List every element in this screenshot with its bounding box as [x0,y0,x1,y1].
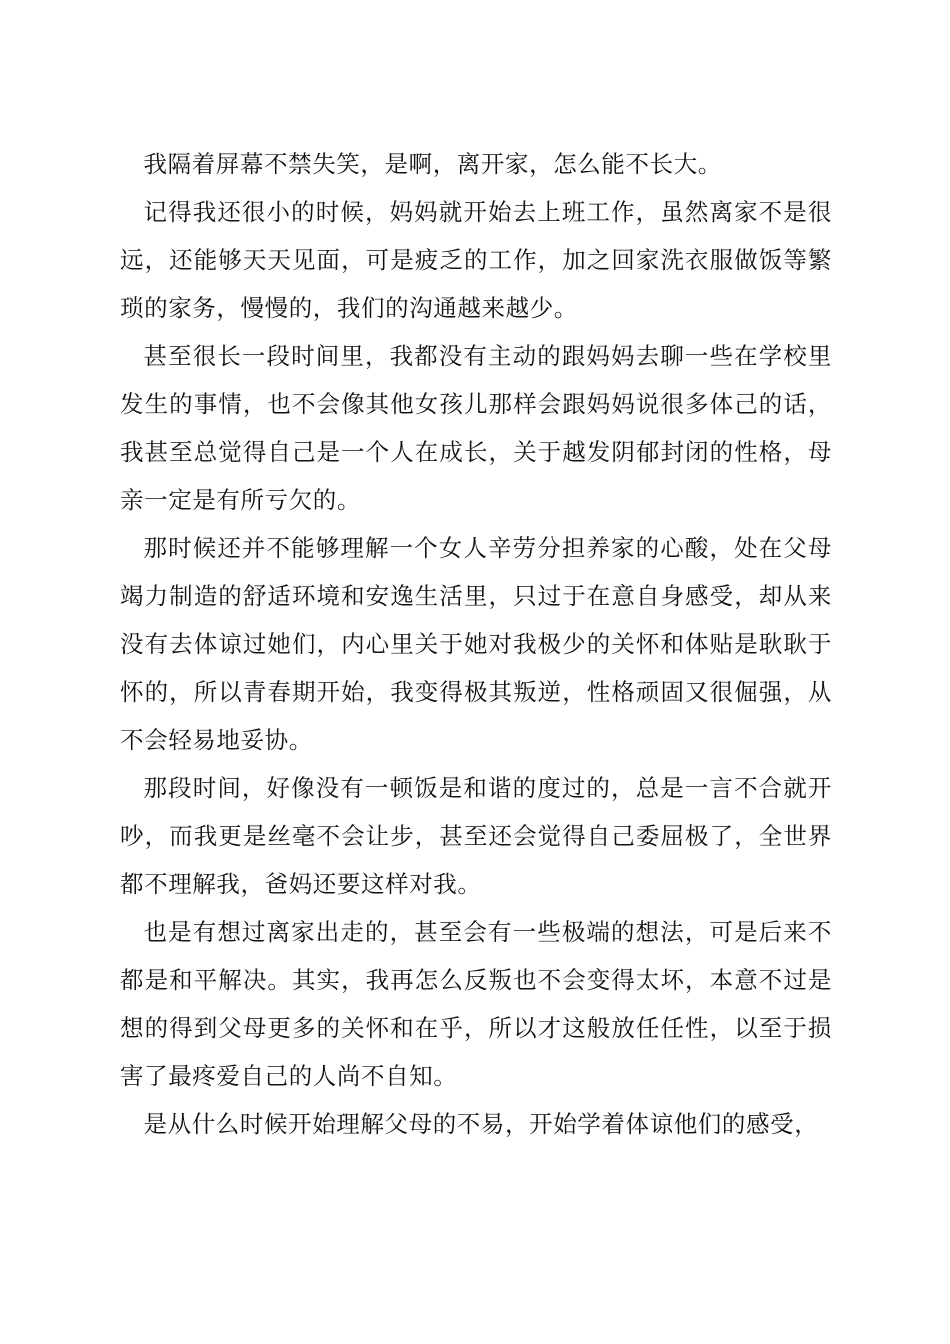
paragraph-1: 我隔着屏幕不禁失笑，是啊，离开家，怎么能不长大。 [143,150,722,178]
paragraph-7: 是从什么时候开始理解父母的不易，开始学着体谅他们的感受， [143,1110,819,1138]
paragraph-2: 记得我还很小的时候，妈妈就开始去上班工作，虽然离家不是很远，还能够天天见面，可是疲乏的工作，加之回家洗衣服做饭等繁琐的家务，慢慢的，我们的沟通越来越少。 [120,198,832,322]
paragraph-3: 甚至很长一段时间里，我都没有主动的跟妈妈去聊一些在学校里发生的事情，也不会像其他女孩儿那样会跟妈妈说很多体己的话，我甚至总觉得自己是一个人在成长，关于越发阴郁封闭的性格，母亲一定是有所亏欠的。 [120,342,832,514]
paragraph-5: 那段时间，好像没有一顿饭是和谐的度过的，总是一言不合就开吵，而我更是丝毫不会让步，甚至还会觉得自己委屈极了，全世界都不理解我，爸妈还要这样对我。 [120,774,832,898]
paragraph-6: 也是有想过离家出走的，甚至会有一些极端的想法，可是后来不都是和平解决。其实，我再怎么反叛也不会变得太坏，本意不过是想的得到父母更多的关怀和在乎，所以才这般放任任性，以至于损害了最疼爱自己的人尚不自知。 [120,918,832,1090]
document-body [120,140,832,1148]
paragraph-4: 那时候还并不能够理解一个女人辛劳分担养家的心酸，处在父母竭力制造的舒适环境和安逸生活里，只过于在意自身感受，却从来没有去体谅过她们，内心里关于她对我极少的关怀和体贴是耿耿于怀的，所以青春期开始，我变得极其叛逆，性格顽固又很倔强，从不会轻易地妥协。 [120,534,832,754]
